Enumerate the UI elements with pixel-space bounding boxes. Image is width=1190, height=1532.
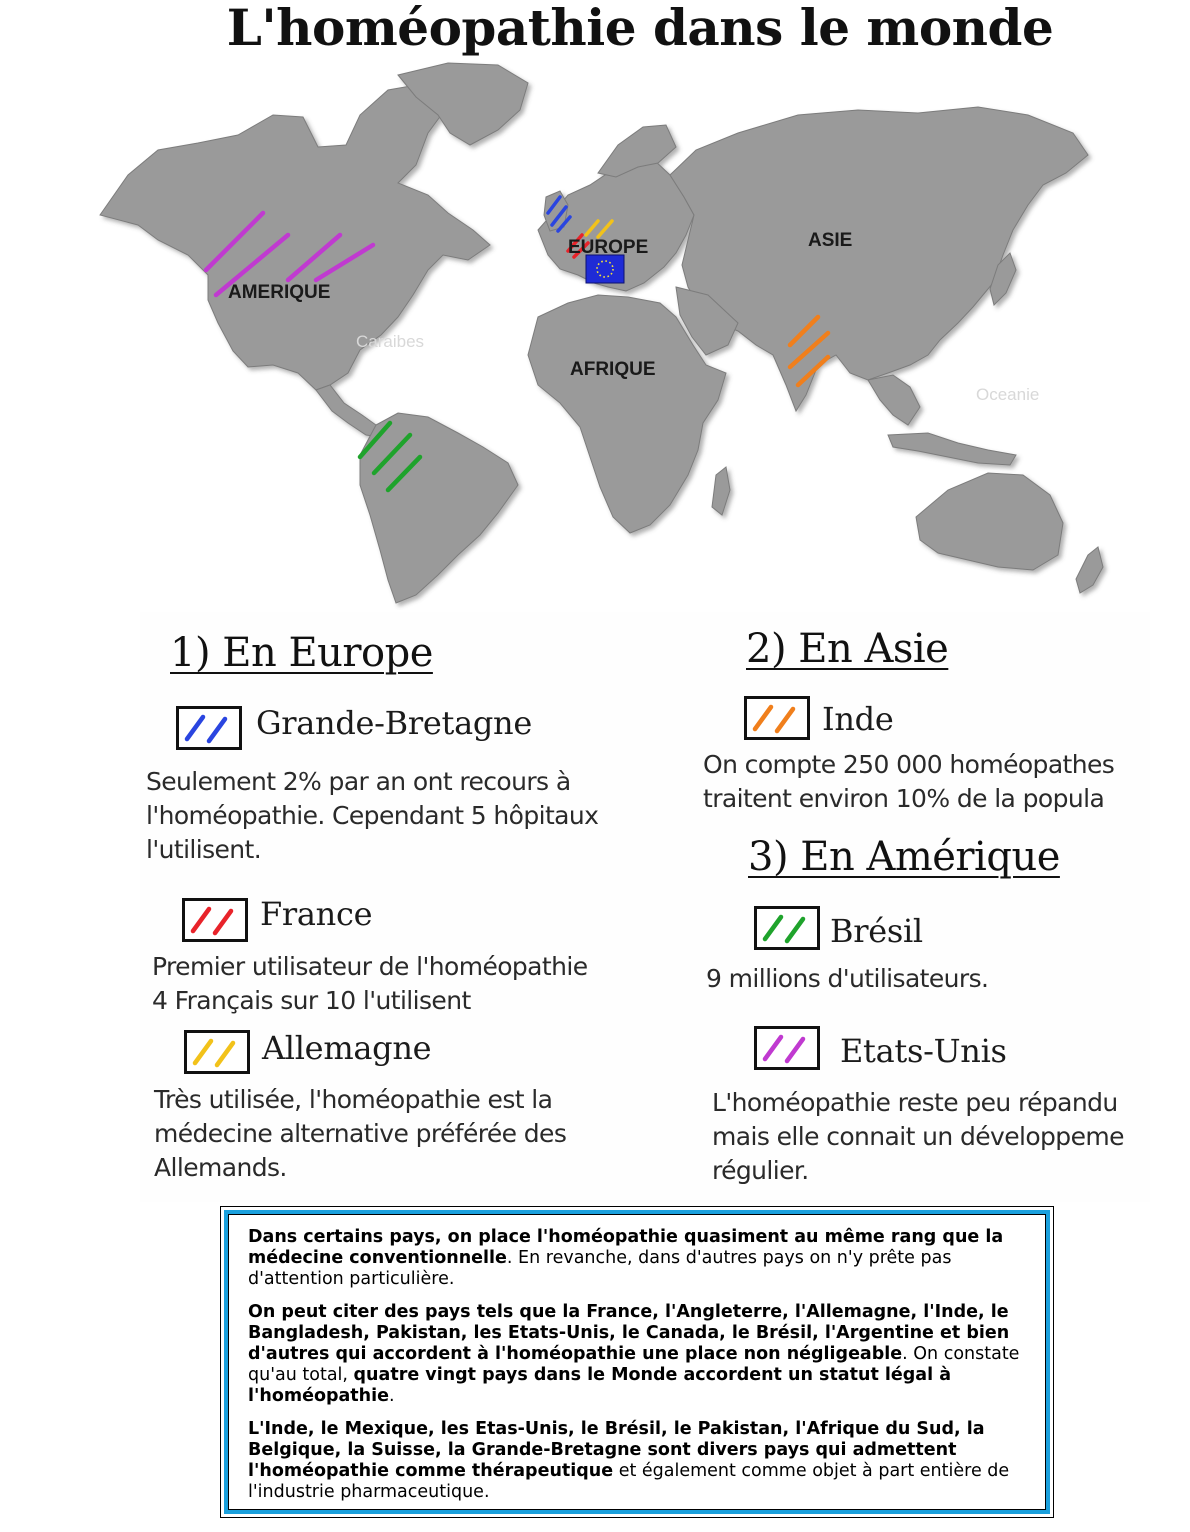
info-box (220, 1206, 1054, 1518)
germany-description: Très utilisée, l'homéopathie est la médecine alternative préférée des Allemands. (154, 1085, 567, 1182)
germany-swatch (184, 1030, 250, 1074)
india-description: On compte 250 000 homéopathes traitent environ 10% de la popula (703, 750, 1115, 813)
caraibes-faded-label: Caraibes (356, 332, 425, 351)
north-america-landmass (100, 83, 490, 390)
southeast-asia-landmass (868, 375, 920, 425)
info-paragraph-1 (248, 1227, 1029, 1290)
america-continent-label: AMERIQUE (228, 282, 331, 303)
info-paragraph-3-rest: et également comme objet à part entière de l'industrie pharmaceutique. (248, 1461, 1010, 1502)
europe-continent-label: EUROPE (568, 237, 649, 258)
asia-heading: 2) En Asie (746, 626, 949, 672)
america-heading: 3) En Amérique (748, 834, 1060, 880)
info-paragraph-2-bold2: quatre vingt pays dans le Monde accordent un statut légal à l'homéopathie (248, 1365, 952, 1406)
oceanie-faded-label: Oceanie (976, 385, 1040, 404)
world-map (98, 55, 1138, 610)
info-paragraph-1-bold: Dans certains pays, on place l'homéopathie quasiment au même rang que la médecine conventionnelle (248, 1227, 1004, 1268)
brazil-label: Brésil (830, 912, 923, 950)
france-description: Premier utilisateur de l'homéopathie 4 Français sur 10 l'utilisent (152, 952, 588, 1015)
australia-landmass (916, 473, 1063, 570)
info-paragraph-3-bold: L'Inde, le Mexique, les Etas-Unis, le Brésil, le Pakistan, l'Afrique du Sud, la Belgique, la Suisse, la Grande-Bretagne sont divers pays qui admettent l'homéopathie comme thérapeutique (248, 1419, 985, 1481)
india-swatch-hatch-icon (747, 699, 807, 737)
uk-description: Seulement 2% par an ont recours à l'homéopathie. Cependant 5 hôpitaux l'utilisent. (146, 767, 599, 864)
uk-swatch-hatch-icon (179, 709, 239, 747)
asia-continent-label: ASIE (808, 230, 853, 251)
info-paragraph-3 (248, 1419, 1029, 1503)
europe-heading: 1) En Europe (170, 630, 433, 676)
germany-swatch-hatch-icon (187, 1033, 247, 1071)
indonesia-landmass (888, 433, 1016, 465)
info-paragraph-2-end: . (389, 1386, 395, 1406)
info-paragraph-1-rest: . En revanche, dans d'autres pays on n'y prête pas d'attention particulière. (248, 1248, 952, 1289)
info-paragraph-2-bold: On peut citer des pays tels que la France, l'Angleterre, l'Allemagne, l'Inde, le Bangladesh, Pakistan, les Etats-Unis, le Canada, le Brésil, l'Argentine et bien d'autres qui accordent à l'homéopathie une place non négligeable (248, 1302, 1010, 1364)
usa-swatch-hatch-icon (757, 1029, 817, 1067)
info-paragraph-2 (248, 1302, 1029, 1407)
uk-label: Grande-Bretagne (256, 704, 533, 742)
brazil-swatch (754, 906, 820, 950)
legend-panel (140, 612, 1150, 1202)
south-america-landmass (360, 413, 518, 603)
africa-continent-label: AFRIQUE (570, 359, 656, 380)
page-title: L'homéopathie dans le monde (226, 0, 1054, 57)
asia-landmass (670, 107, 1088, 411)
france-swatch (182, 898, 248, 942)
india-swatch (744, 696, 810, 740)
madagascar-landmass (712, 467, 730, 515)
france-label: France (260, 895, 373, 933)
france-swatch-hatch-icon (185, 901, 245, 939)
info-box-inner (224, 1210, 1050, 1514)
central-america-landmass (316, 385, 380, 437)
brazil-swatch-hatch-icon (757, 909, 817, 947)
usa-description: L'homéopathie reste peu répandu mais elle connait un développeme régulier. (712, 1088, 1124, 1185)
info-paragraph-2-mid: . On constate qu'au total, (248, 1344, 1020, 1385)
india-label: Inde (822, 700, 894, 738)
usa-swatch (754, 1026, 820, 1070)
new-zealand-landmass (1076, 547, 1103, 593)
uk-swatch (176, 706, 242, 750)
germany-label: Allemagne (262, 1029, 432, 1067)
eu-flag-icon (586, 255, 624, 283)
usa-label: Etats-Unis (840, 1032, 1007, 1070)
brazil-description: 9 millions d'utilisateurs. (706, 964, 989, 993)
